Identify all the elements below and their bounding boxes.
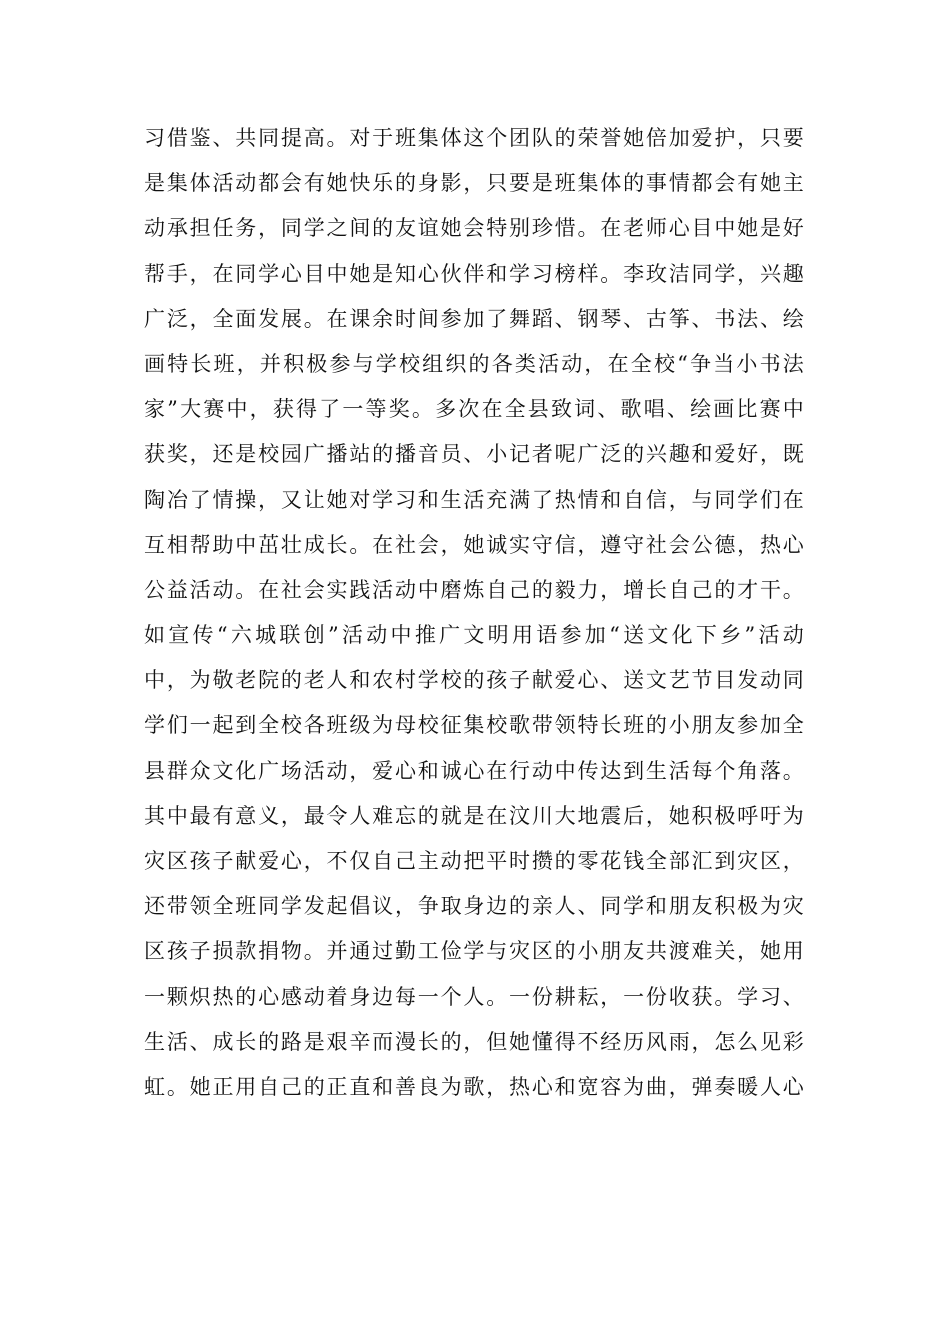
text-line: 如宣传“六城联创”活动中推广文明用语参加“送文化下乡”活动 [144,623,804,648]
text-line: 习借鉴、共同提高。对于班集体这个团队的荣誉她倍加爱护，只要 [144,126,804,150]
text-line: 学们一起到全校各班级为母校征集校歌带领特长班的小朋友参加全 [144,713,804,738]
body-text [144,116,804,1110]
text-line: 虹。她正用自己的正直和善良为歌，热心和宽容为曲，弹奏暖人心 [144,1074,804,1099]
text-line: 帮手，在同学心目中她是知心伙伴和学习榜样。李玫洁同学，兴趣 [144,261,804,286]
text-line: 还带领全班同学发起倡议，争取身边的亲人、同学和朋友积极为灾 [144,894,804,919]
text-line: 中，为敬老院的老人和农村学校的孩子献爱心、送文艺节目发动同 [144,668,804,693]
text-line: 区孩子损款捐物。并通过勤工俭学与灾区的小朋友共渡难关，她用 [144,939,804,964]
text-line: 广泛，全面发展。在课余时间参加了舞蹈、钢琴、古筝、书法、绘 [144,306,804,331]
text-line: 互相帮助中茁壮成长。在社会，她诚实守信，遵守社会公德，热心 [144,532,804,557]
text-line: 生活、成长的路是艰辛而漫长的，但她懂得不经历风雨，怎么见彩 [144,1029,804,1054]
text-line: 获奖，还是校园广播站的播音员、小记者呢广泛的兴趣和爱好，既 [144,442,804,467]
text-line: 一颗炽热的心感动着身边每一个人。一份耕耘，一份收获。学习、 [144,984,804,1009]
text-line: 陶冶了情操，又让她对学习和生活充满了热情和自信，与同学们在 [144,487,804,512]
text-line: 其中最有意义，最令人难忘的就是在汶川大地震后，她积极呼吁为 [144,803,804,828]
text-line: 公益活动。在社会实践活动中磨炼自己的毅力，增长自己的才干。 [144,577,804,602]
text-line: 画特长班，并积极参与学校组织的各类活动，在全校“争当小书法 [144,351,804,376]
text-line: 是集体活动都会有她快乐的身影，只要是班集体的事情都会有她主 [144,171,804,196]
text-line: 灾区孩子献爱心，不仅自己主动把平时攒的零花钱全部汇到灾区， [144,849,804,873]
text-line: 家”大赛中，获得了一等奖。多次在全县致词、歌唱、绘画比赛中 [144,397,804,422]
text-line: 县群众文化广场活动，爱心和诚心在行动中传达到生活每个角落。 [144,758,804,783]
text-line: 动承担任务，同学之间的友谊她会特别珍惜。在老师心目中她是好 [144,216,804,241]
